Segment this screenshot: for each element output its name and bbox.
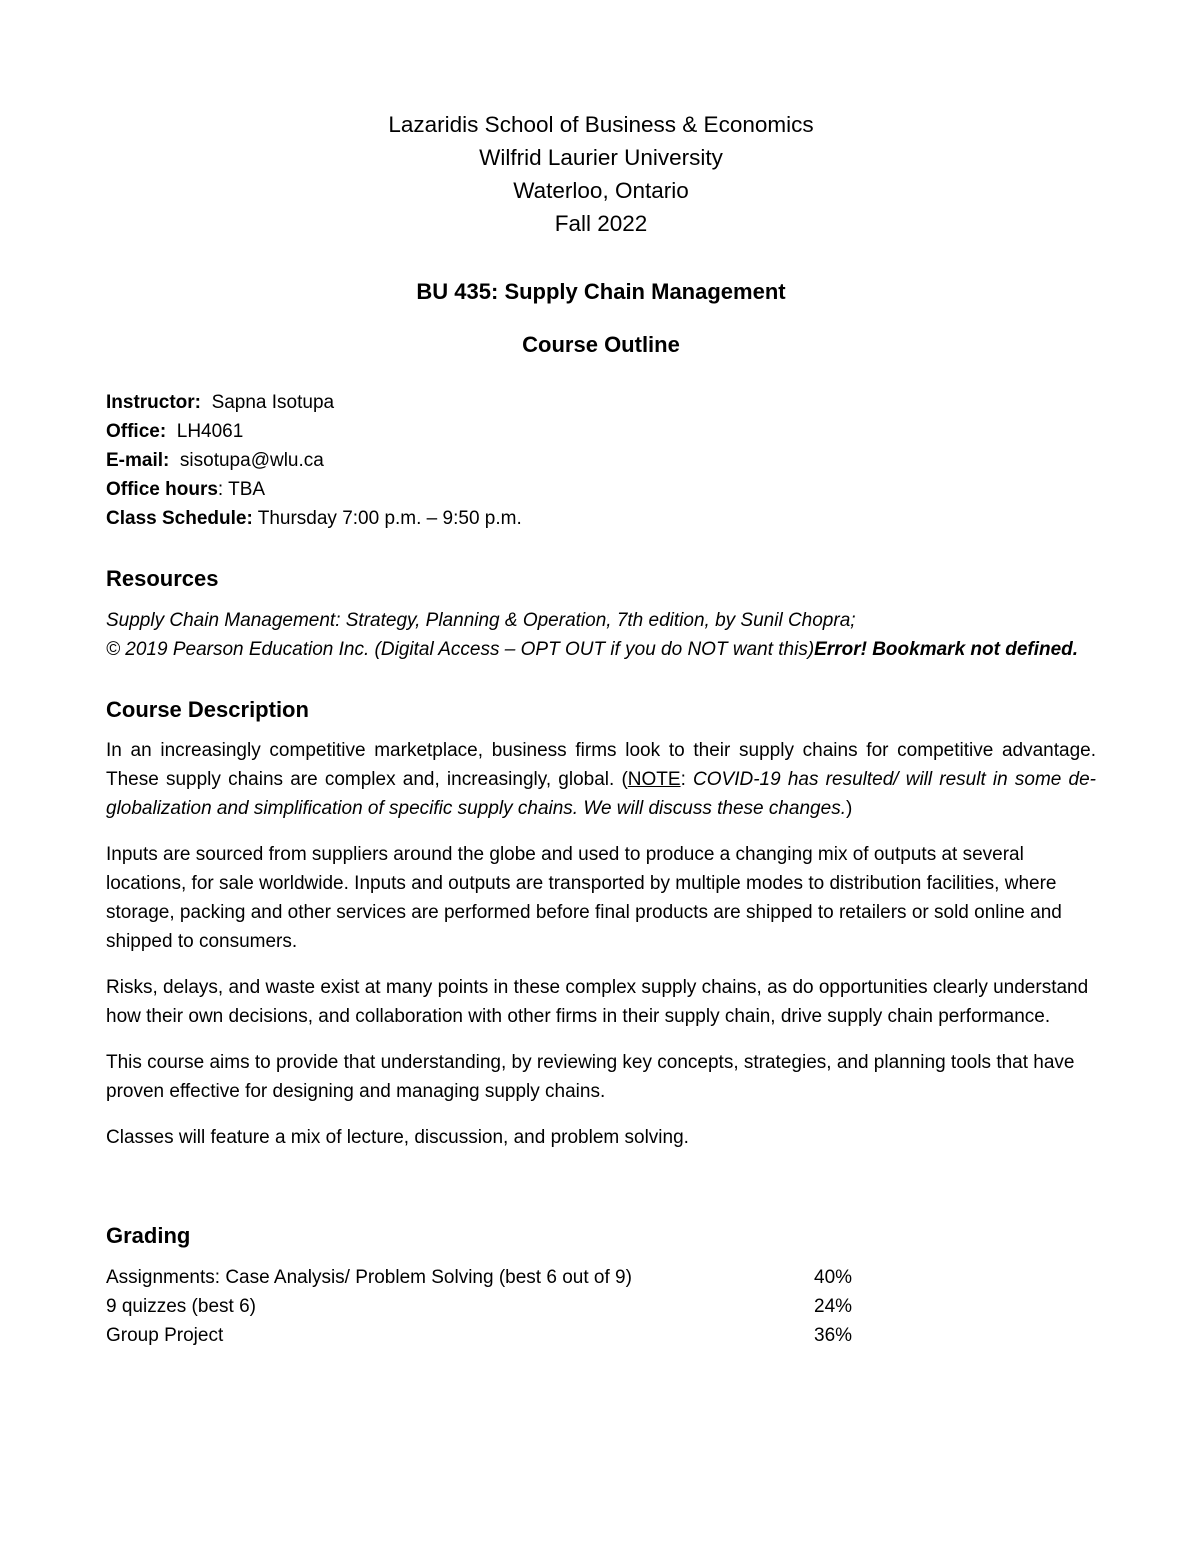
- description-paragraph-1: [106, 736, 1096, 823]
- description-paragraph-3: Risks, delays, and waste exist at many points in these complex supply chains, as do opportunities clearly understand how their own decisions, and collaboration with other firms in their supply chain, drive supply chain performance.: [106, 977, 1089, 1027]
- instructor-value: Sapna Isotupa: [211, 392, 335, 413]
- school-name: Lazaridis School of Business & Economics: [388, 112, 814, 137]
- office-hours-value: : TBA: [217, 479, 266, 500]
- resources-line-2: [106, 635, 1096, 664]
- office-value: LH4061: [176, 421, 244, 442]
- office-line: [106, 417, 1096, 446]
- office-hours-label: Office hours: [106, 479, 218, 500]
- note-label: NOTE: [627, 769, 681, 790]
- email-label: E-mail:: [106, 450, 170, 471]
- grading-heading: Grading: [106, 1223, 191, 1248]
- paragraph-text: :: [680, 769, 694, 790]
- document-content: [106, 108, 1096, 1350]
- class-schedule-value: Thursday 7:00 p.m. – 9:50 p.m.: [252, 508, 522, 529]
- resources-heading: Resources: [106, 566, 219, 591]
- class-schedule-line: [106, 504, 1096, 533]
- resources-text: [106, 606, 1096, 664]
- grading-table: [106, 1263, 1096, 1350]
- class-schedule-label: Class Schedule:: [106, 508, 253, 529]
- description-paragraph-2: Inputs are sourced from suppliers around the globe and used to produce a changing mix of outputs at several locations, for sale worldwide. Inputs and outputs are transported by multiple modes to distribution facilities, where storage, packing and other services are performed before final products are shipped to retailers or sold online and shipped to consumers.: [106, 844, 1062, 952]
- location: Waterloo, Ontario: [513, 178, 689, 203]
- email-line: [106, 446, 1096, 475]
- grading-row: [106, 1263, 1096, 1292]
- grading-item: Assignments: Case Analysis/ Problem Solving (best 6 out of 9): [106, 1267, 632, 1288]
- course-title: BU 435: Supply Chain Management: [416, 279, 786, 304]
- document-header: [106, 108, 1096, 240]
- term: Fall 2022: [554, 211, 648, 236]
- office-hours-line: [106, 475, 1096, 504]
- instructor-label: Instructor:: [106, 392, 201, 413]
- bookmark-error: Error! Bookmark not defined.: [814, 639, 1079, 660]
- grading-weight: 24%: [814, 1296, 853, 1317]
- office-label: Office:: [106, 421, 167, 442]
- description-paragraph-4: This course aims to provide that understanding, by reviewing key concepts, strategies, and planning tools that have proven effective for designing and managing supply chains.: [106, 1052, 1075, 1102]
- paragraph-text: ): [845, 798, 853, 819]
- grading-item: 9 quizzes (best 6): [106, 1296, 256, 1317]
- email-value: sisotupa@wlu.ca: [179, 450, 324, 471]
- grading-weight: 36%: [814, 1325, 853, 1346]
- course-description-heading: Course Description: [106, 697, 309, 722]
- instructor-line: [106, 388, 1096, 417]
- grading-item: Group Project: [106, 1325, 224, 1346]
- grading-row: [106, 1292, 1096, 1321]
- grading-weight: 40%: [814, 1267, 853, 1288]
- covid-note: COVID-19 has resulted/ will result in some de-globalization and simplification of specific supply chains. We will discuss these changes.: [106, 769, 1096, 819]
- resources-publisher: © 2019 Pearson Education Inc. (Digital Access – OPT OUT if you do NOT want this): [106, 639, 815, 660]
- university-name: Wilfrid Laurier University: [479, 145, 723, 170]
- instructor-info: [106, 388, 1096, 533]
- description-paragraph-5: Classes will feature a mix of lecture, discussion, and problem solving.: [106, 1127, 689, 1148]
- course-subtitle: Course Outline: [522, 332, 680, 357]
- grading-row: [106, 1321, 1096, 1350]
- resources-line-1: Supply Chain Management: Strategy, Planning & Operation, 7th edition, by Sunil Chopra;: [106, 610, 856, 631]
- paragraph-text: In an increasingly competitive marketplace, business firms look to their supply chains for competitive advantage. These supply chains are complex and, increasingly, global. (: [106, 740, 1096, 790]
